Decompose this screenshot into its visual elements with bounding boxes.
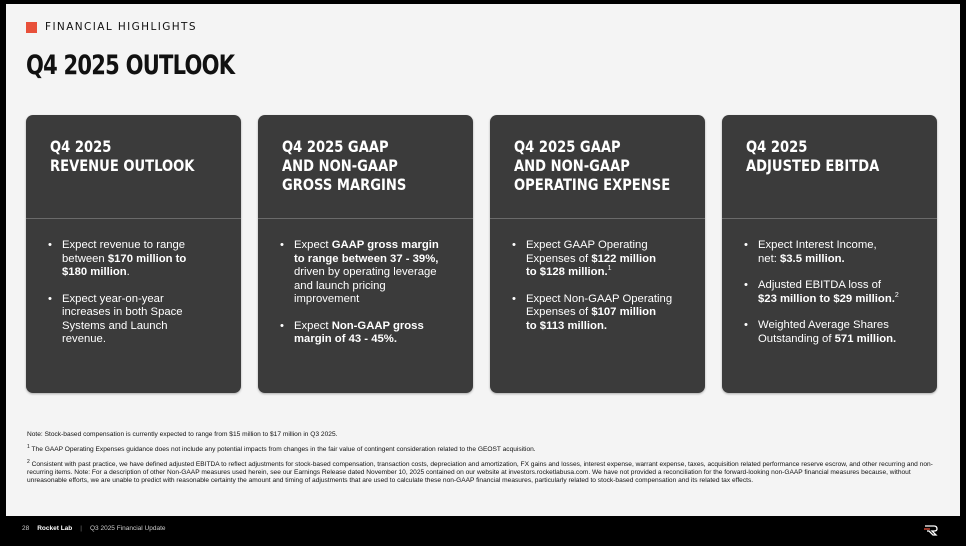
bold-text: $107 million	[591, 306, 656, 318]
bullet-item	[280, 320, 457, 347]
bullet-item	[512, 239, 689, 280]
bullet-line	[758, 239, 921, 253]
footnote-2-number: 2	[27, 458, 30, 465]
bullet-line	[526, 266, 689, 280]
card-title-line: Q4 2025 GAAP	[282, 137, 389, 156]
bold-text: Non-GAAP gross	[331, 319, 424, 332]
outlook-card	[722, 115, 937, 393]
bullet-line	[294, 266, 457, 280]
footer-text	[22, 525, 166, 532]
text: Expect	[294, 239, 332, 251]
bullet-item	[512, 293, 689, 334]
bullet-line	[294, 239, 457, 253]
text: between	[62, 252, 108, 265]
bold-text: to $113 million.	[526, 319, 607, 332]
bullet-line	[758, 333, 921, 347]
text: increases in both Space	[62, 306, 183, 318]
footnote-ref: 1	[607, 265, 612, 273]
text: improvement	[294, 293, 360, 305]
bold-text: to $128 million.	[526, 266, 608, 278]
bold-text: $3.5 million.	[779, 252, 845, 265]
card-title-line: OPERATING EXPENSE	[514, 175, 671, 194]
footnote-1-number: 1	[27, 443, 30, 450]
bullet-line	[526, 306, 689, 320]
text: Expenses of	[526, 252, 592, 265]
text: Weighted Average Shares	[758, 319, 889, 331]
text: Expenses of	[526, 306, 592, 318]
bullet-line	[62, 239, 225, 253]
bullet-item	[48, 293, 225, 347]
footnote-1	[27, 443, 942, 454]
text: Expect	[294, 319, 332, 332]
footer-bar	[0, 516, 966, 546]
bullet-line	[526, 320, 689, 334]
text: Expect Non-GAAP Operating	[526, 292, 673, 305]
card-header	[490, 115, 705, 219]
bullet-line	[62, 293, 225, 307]
text: Adjusted EBITDA loss of	[758, 279, 882, 291]
text: Expect Interest Income,	[758, 239, 877, 251]
card-body	[490, 219, 705, 333]
bold-text: $23 million to $29 million.	[758, 292, 895, 305]
footer-company: Rocket Lab	[37, 525, 73, 532]
card-title-line: GROSS MARGINS	[282, 175, 407, 194]
card-title-line: Q4 2025 GAAP	[514, 137, 621, 156]
card-title	[514, 137, 671, 194]
card-body	[26, 219, 241, 347]
bullet-line	[526, 253, 689, 267]
page-title: Q4 2025 OUTLOOK	[26, 50, 235, 81]
bold-text: $170 million to	[107, 252, 187, 265]
bullet-line	[294, 253, 457, 267]
footnote-1-text: The GAAP Operating Expenses guidance does not include any potential impacts from changes in the fair value of contingent consideration related to the GEOST acquisition.	[29, 446, 536, 453]
footnote-ref: 2	[894, 291, 899, 299]
bullet-item	[48, 239, 225, 280]
bullet-line	[526, 239, 689, 253]
bullet-line	[294, 320, 457, 334]
text: Systems and Launch	[62, 319, 168, 332]
text: Expect revenue to range	[62, 239, 186, 251]
card-header	[26, 115, 241, 219]
card-body	[722, 219, 937, 346]
bullet-line	[294, 293, 457, 307]
bullet-item	[744, 279, 921, 306]
outlook-card	[258, 115, 473, 393]
bullet-line	[758, 279, 921, 293]
bullet-line	[526, 293, 689, 307]
card-title-line: AND NON-GAAP	[514, 156, 630, 175]
card-title	[50, 137, 207, 175]
bold-text: $122 million	[591, 252, 656, 265]
outlook-card	[26, 115, 241, 393]
bullet-line	[294, 333, 457, 347]
bullet-line	[62, 266, 225, 280]
card-title	[746, 137, 903, 175]
bullet-line	[294, 280, 457, 294]
text: revenue.	[62, 333, 106, 345]
card-header	[258, 115, 473, 219]
bullet-item	[744, 319, 921, 346]
bullet-item	[280, 239, 457, 307]
bold-text: to range between 37 - 39%,	[294, 252, 439, 265]
footnotes	[27, 431, 942, 492]
bullet-line	[62, 306, 225, 320]
outlook-card	[490, 115, 705, 393]
eyebrow-square-icon	[26, 22, 37, 33]
text: and launch pricing	[294, 279, 386, 292]
card-header	[722, 115, 937, 219]
note-stock-comp: Note: Stock-based compensation is currently expected to range from $15 million to $17 million in Q3 2025.	[27, 431, 338, 438]
text: driven by operating leverage	[294, 266, 437, 278]
page-number: 28	[22, 525, 30, 532]
slide	[6, 4, 960, 516]
eyebrow-text: FINANCIAL HIGHLIGHTS	[45, 21, 197, 33]
section-eyebrow	[26, 21, 197, 33]
card-title-line: REVENUE OUTLOOK	[50, 156, 195, 175]
bold-text: margin of 43 - 45%.	[294, 333, 397, 345]
card-title-line: Q4 2025	[746, 137, 808, 156]
text: net:	[758, 252, 780, 265]
bold-text: 571 million.	[834, 332, 897, 345]
footer-separator: |	[80, 525, 82, 532]
bold-text: GAAP gross margin	[331, 239, 439, 251]
bullet-line	[62, 333, 225, 347]
bullet-line	[758, 293, 921, 307]
bullet-line	[758, 319, 921, 333]
card-title-line: Q4 2025	[50, 137, 112, 156]
text: .	[126, 266, 130, 278]
text: Expect GAAP Operating	[526, 239, 648, 251]
outlook-cards	[26, 115, 937, 393]
card-title	[282, 137, 439, 194]
bold-text: $180 million	[62, 266, 127, 278]
text: Outstanding of	[758, 332, 835, 345]
rocket-lab-logo-icon	[924, 524, 938, 536]
card-body	[258, 219, 473, 347]
footnote-2-text: Consistent with past practice, we have defined adjusted EBITDA to reflect adjustments for stock-based compensation, transaction costs, depreciation and amortization, FX gains and losses, interest expense, warrant expense, taxes, acquisition related performance reserve escrow, and other recurring and non-recurring items. Note: For a description of other Non-GAAP measures used herein, see our Earnings Release dated November 10, 2025 contained on our website at investors.rocketlabusa.com. We have not provided a reconciliation for the forward-looking non-GAAP financial measures because, without unreasonable efforts, we are unable to predict with reasonable certainty the amount and timing of adjustments that are used to calculate these non-GAAP financial measures, particularly related to stock-based compensation and its related tax effects.	[27, 461, 933, 484]
card-title-line: ADJUSTED EBITDA	[746, 156, 880, 175]
bullet-line	[62, 253, 225, 267]
bullet-item	[744, 239, 921, 266]
text: Expect year-on-year	[62, 292, 164, 305]
footnote-2	[27, 458, 942, 485]
footer-doc-title: Q3 2025 Financial Update	[89, 525, 166, 532]
card-title-line: AND NON-GAAP	[282, 156, 398, 175]
bullet-line	[758, 253, 921, 267]
bullet-line	[62, 320, 225, 334]
